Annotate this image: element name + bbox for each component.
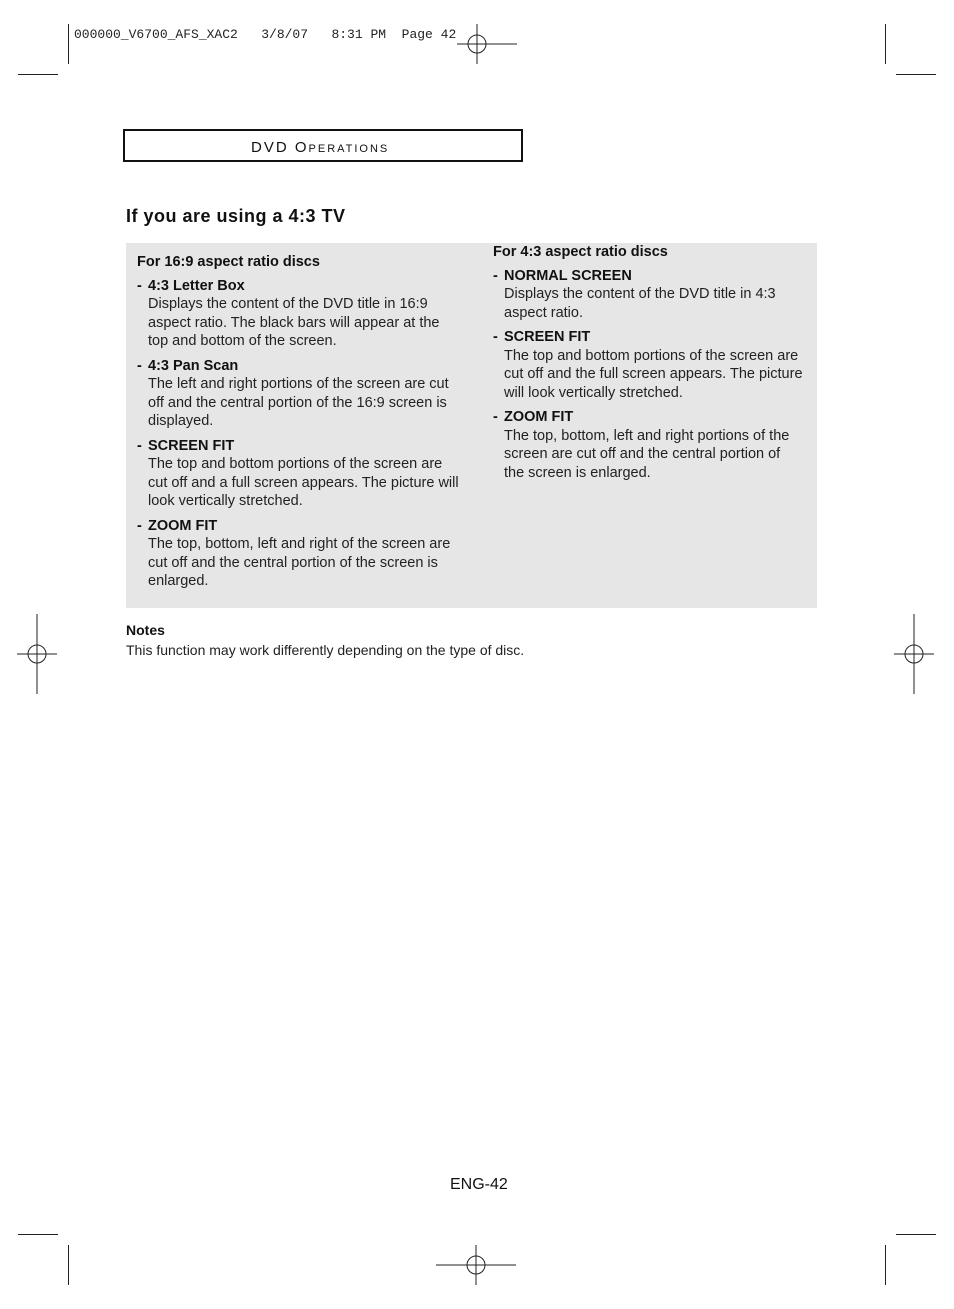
- bullet-dash: -: [137, 517, 142, 534]
- list-item: [137, 517, 459, 591]
- section-title-main: DVD O: [251, 139, 309, 156]
- left-column: [137, 253, 459, 597]
- right-column: [493, 243, 803, 488]
- column-title: For 4:3 aspect ratio discs: [493, 244, 668, 260]
- crop-mark: [885, 24, 886, 64]
- item-title: 4:3 Letter Box: [148, 277, 245, 294]
- crop-mark: [18, 74, 58, 75]
- list-item: [137, 437, 459, 511]
- item-title: NORMAL SCREEN: [504, 267, 632, 284]
- item-description: The left and right portions of the screen are cut off and the central portion of the 16:9 screen is displayed.: [148, 376, 449, 429]
- crop-mark: [68, 1245, 69, 1285]
- bullet-dash: -: [137, 437, 142, 454]
- item-title: 4:3 Pan Scan: [148, 357, 239, 374]
- section-title-smallcaps: PERATIONS: [308, 143, 390, 155]
- column-title: For 16:9 aspect ratio discs: [137, 254, 320, 270]
- bullet-dash: -: [493, 329, 498, 345]
- registration-mark-icon: [894, 614, 934, 694]
- registration-mark-icon: [457, 24, 517, 64]
- item-title: SCREEN FIT: [148, 437, 235, 454]
- item-title: ZOOM FIT: [504, 409, 574, 425]
- page-number: ENG-42: [450, 1176, 508, 1193]
- crop-mark: [885, 1245, 886, 1285]
- list-item: [493, 408, 803, 482]
- item-description: The top, bottom, left and right of the screen are cut off and the central portion of the screen is enlarged.: [148, 536, 451, 589]
- item-description: The top and bottom portions of the screen are cut off and a full screen appears. The picture will look vertically stretched.: [148, 456, 459, 509]
- list-item: [493, 267, 803, 323]
- crop-mark: [896, 1234, 936, 1235]
- registration-mark-icon: [17, 614, 57, 694]
- item-title: ZOOM FIT: [148, 517, 218, 534]
- bullet-dash: -: [137, 357, 142, 374]
- notes-text: This function may work differently depending on the type of disc.: [126, 642, 525, 658]
- item-title: SCREEN FIT: [504, 329, 591, 345]
- item-description: Displays the content of the DVD title in 4:3 aspect ratio.: [504, 286, 776, 321]
- bullet-dash: -: [493, 267, 498, 284]
- section-title: [251, 139, 389, 156]
- item-description: Displays the content of the DVD title in 16:9 aspect ratio. The black bars will appear at the top and bottom of the screen.: [148, 296, 440, 349]
- page-heading: If you are using a 4:3 TV: [126, 206, 346, 226]
- list-item: [137, 357, 459, 431]
- list-item: [493, 328, 803, 402]
- item-description: The top and bottom portions of the screen are cut off and the full screen appears. The picture will look vertically stretched.: [504, 347, 803, 401]
- bullet-dash: -: [493, 409, 498, 425]
- crop-mark: [896, 74, 936, 75]
- list-item: [137, 277, 459, 351]
- item-description: The top, bottom, left and right portions of the screen are cut off and the central portion of the screen is enlarged.: [504, 427, 790, 481]
- print-slug: 000000_V6700_AFS_XAC2 3/8/07 8:31 PM Page 42: [74, 27, 457, 42]
- registration-mark-icon: [436, 1245, 516, 1285]
- crop-mark: [68, 24, 69, 64]
- section-header: [123, 129, 523, 162]
- crop-mark: [18, 1234, 58, 1235]
- bullet-dash: -: [137, 277, 142, 294]
- content-panel: [126, 243, 817, 608]
- notes-title: Notes: [126, 622, 165, 638]
